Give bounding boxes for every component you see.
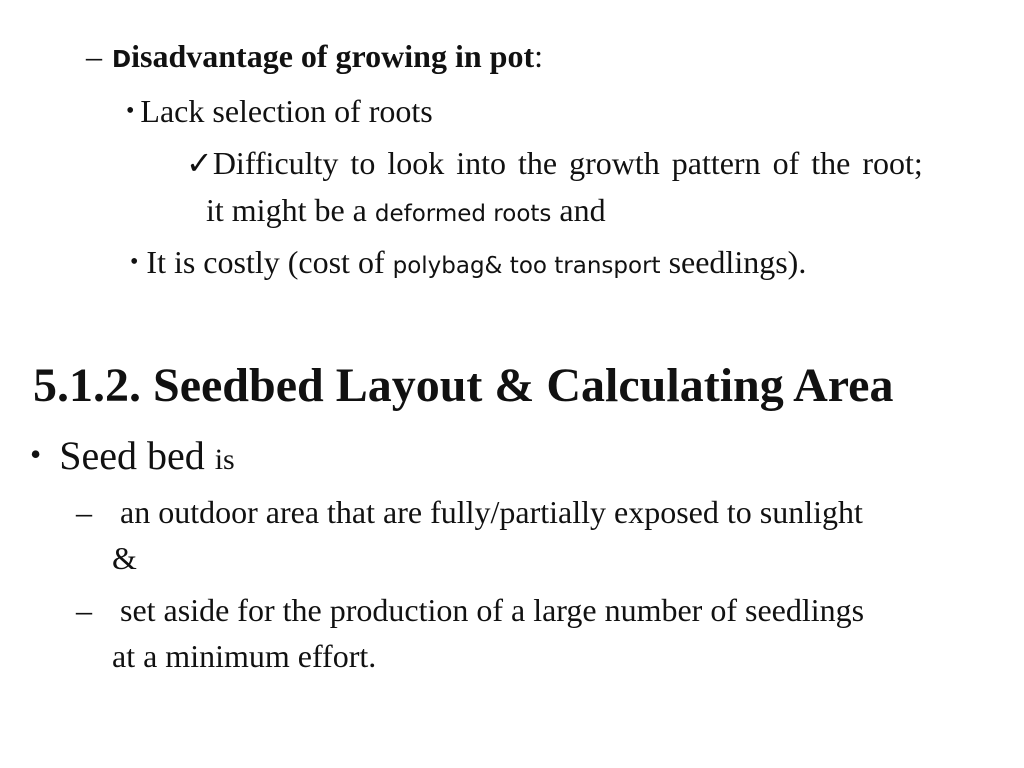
seed-bed-text: Seed bed (59, 433, 215, 478)
costly-text-c: seedlings). (660, 244, 807, 280)
bullet-seed-bed (30, 432, 235, 479)
sub-item-set-aside-line1 (76, 592, 864, 629)
sub-item-text: set aside for the production of a large number of seedlings (120, 592, 865, 628)
sub-item-outdoor-line2: & (112, 540, 137, 576)
sub-item-outdoor-line1 (76, 494, 863, 531)
title-first-letter: D (112, 47, 132, 73)
title-text: isadvantage of growing in pot (131, 38, 535, 74)
bullet-marker: • (126, 98, 135, 124)
check-item-text: Difficulty to look into the growth pattern of the root; (212, 145, 923, 181)
bullet-lack-selection (126, 93, 433, 130)
costly-text-a: It is costly (cost of (146, 244, 393, 280)
dash-marker: – (86, 38, 102, 74)
check-item-text-c: and (551, 192, 606, 228)
dash-marker: – (76, 592, 92, 628)
bullet-costly (130, 244, 806, 281)
sub-item-set-aside-line2: at a minimum effort. (112, 638, 377, 674)
sub-item-text: an outdoor area that are fully/partially exposed to sunlight (120, 494, 863, 530)
check-item-text-a: it might be a (206, 192, 375, 228)
check-item-line2 (206, 192, 606, 229)
dash-marker: – (76, 494, 92, 530)
check-item-line1 (186, 144, 923, 182)
section-heading: 5.1.2. Seedbed Layout & Calculating Area (33, 359, 894, 412)
bullet-marker: • (130, 249, 139, 275)
seed-bed-is: is (214, 443, 235, 476)
checkmark-icon: ✓ (186, 145, 213, 181)
bullet-marker: • (30, 436, 42, 472)
check-item-text-b: deformed roots (374, 201, 552, 227)
disadvantage-heading (86, 38, 543, 75)
costly-text-b: polybag& too transport (392, 253, 661, 279)
bullet-text: Lack selection of roots (140, 93, 433, 129)
title-colon: : (534, 38, 543, 74)
